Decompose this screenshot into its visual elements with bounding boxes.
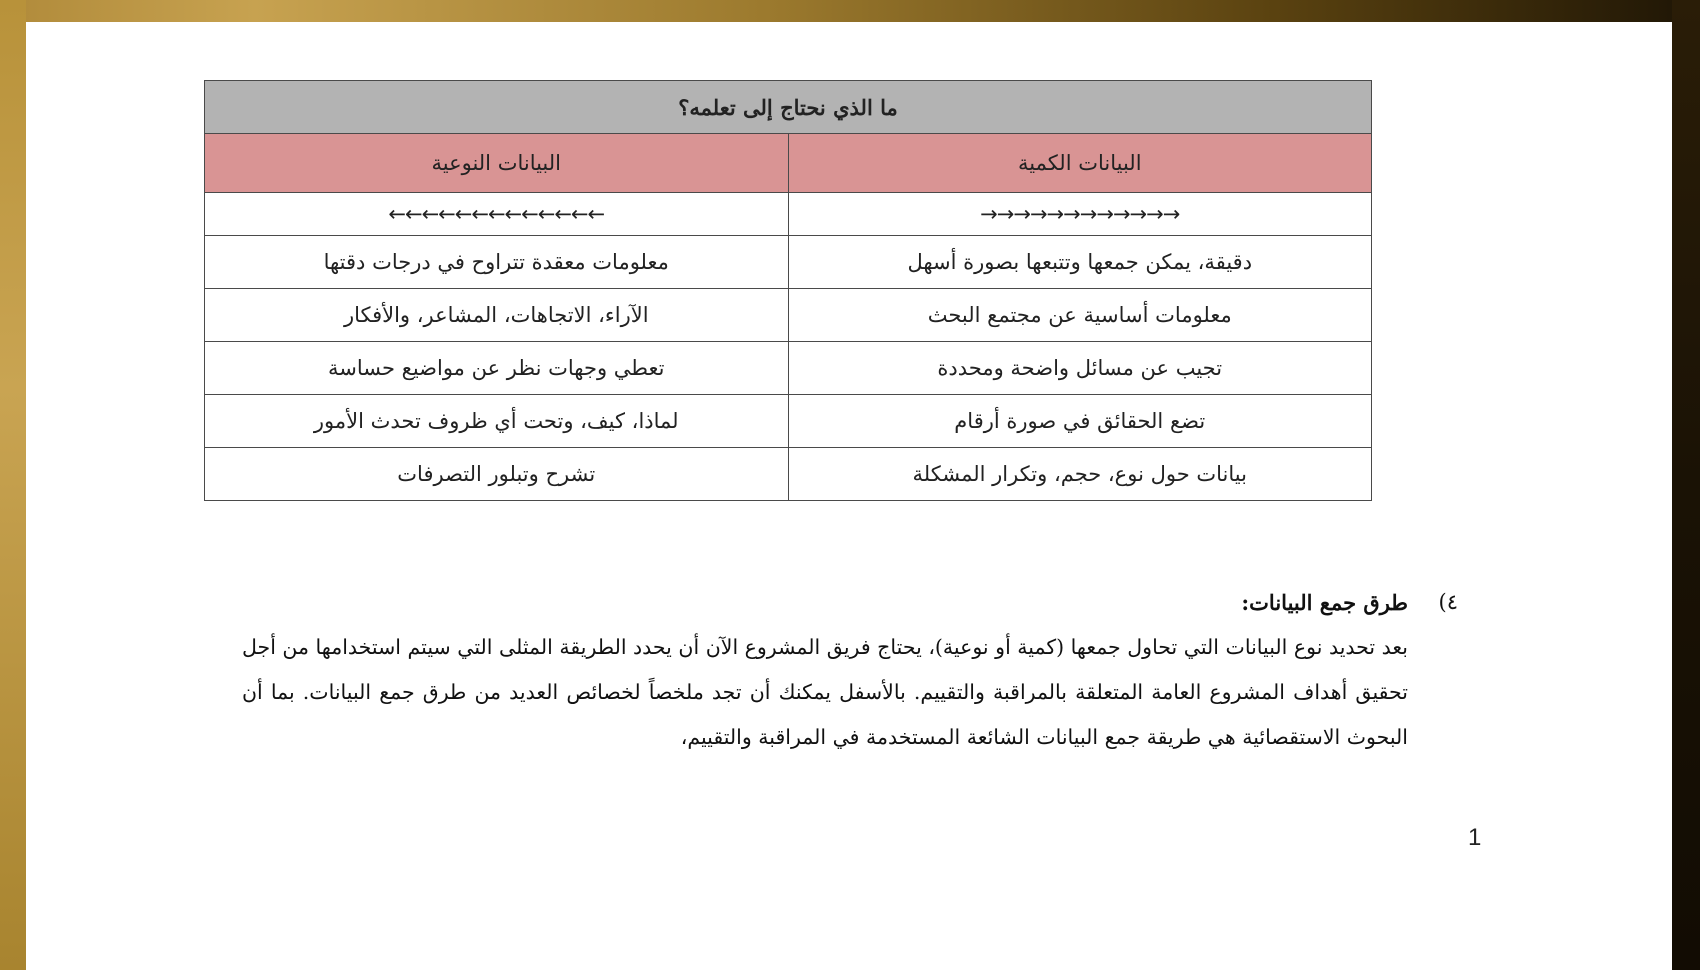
cell-quantitative: بيانات حول نوع، حجم، وتكرار المشكلة <box>788 448 1372 501</box>
comparison-table <box>204 80 1372 501</box>
table-row <box>205 289 1372 342</box>
arrows-left: ←←←←←←←←←←←←← <box>205 193 789 236</box>
cell-qualitative: معلومات معقدة تتراوح في درجات دقتها <box>205 236 789 289</box>
arrows-right: →→→→→→→→→→→→ <box>788 193 1372 236</box>
table-row <box>205 236 1372 289</box>
document-page <box>26 22 1672 970</box>
cell-quantitative: معلومات أساسية عن مجتمع البحث <box>788 289 1372 342</box>
section-paragraph: بعد تحديد نوع البيانات التي تحاول جمعها (كمية أو نوعية)، يحتاج فريق المشروع الآن أن يحدد الطريقة المثلى التي سيتم استخدامها من أجل تحقيق أهداف المشروع العامة المتعلقة بالمراقبة والتقييم. بالأسفل يمكنك أن تجد ملخصاً لخصائص العديد من طرق جمع البيانات. بما أن البحوث الاستقصائية هي طريقة جمع البيانات الشائعة المستخدمة في المراقبة والتقييم، <box>242 635 1408 749</box>
table-header-row <box>205 134 1372 193</box>
column-header-quantitative: البيانات الكمية <box>788 134 1372 193</box>
data-collection-section <box>222 590 1458 760</box>
decorative-frame-right <box>1672 0 1700 970</box>
table-row <box>205 342 1372 395</box>
watermark-logo <box>726 902 966 962</box>
table-row <box>205 395 1372 448</box>
column-header-qualitative: البيانات النوعية <box>205 134 789 193</box>
cell-quantitative: دقيقة، يمكن جمعها وتتبعها بصورة أسهل <box>788 236 1372 289</box>
arrow-row <box>205 193 1372 236</box>
section-heading: طرق جمع البيانات: <box>1241 590 1408 615</box>
cell-qualitative: تشرح وتبلور التصرفات <box>205 448 789 501</box>
cell-quantitative: تضع الحقائق في صورة أرقام <box>788 395 1372 448</box>
table-row <box>205 448 1372 501</box>
cell-qualitative: الآراء، الاتجاهات، المشاعر، والأفكار <box>205 289 789 342</box>
table-title-row <box>205 81 1372 134</box>
cell-quantitative: تجيب عن مسائل واضحة ومحددة <box>788 342 1372 395</box>
cell-qualitative: لماذا، كيف، وتحت أي ظروف تحدث الأمور <box>205 395 789 448</box>
page-number: 1 <box>1468 824 1482 851</box>
section-number: ٤) <box>1438 590 1458 614</box>
section-heading-wrapper <box>222 590 1458 615</box>
cell-qualitative: تعطي وجهات نظر عن مواضيع حساسة <box>205 342 789 395</box>
decorative-frame-left <box>0 0 26 970</box>
table-title: ما الذي نحتاج إلى تعلمه؟ <box>205 81 1372 134</box>
decorative-frame-top <box>0 0 1700 22</box>
